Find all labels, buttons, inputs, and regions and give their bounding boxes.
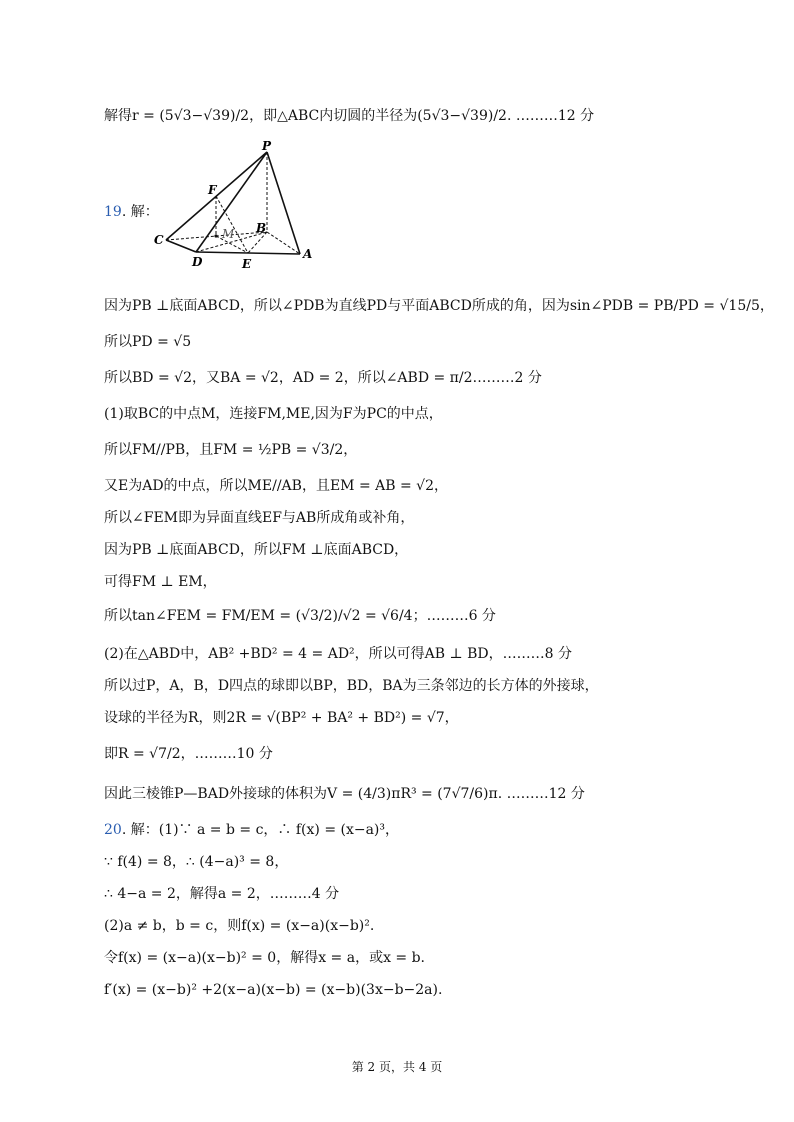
line-11: 所以tan∠FEM = FM/EM = (√3/2)/√2 = √6/4；………6 分 (104, 608, 496, 624)
label-D: D (192, 255, 203, 269)
line-2: 因为PB ⊥底面ABCD，所以∠PDB为直线PD与平面ABCD所成的角，因为sin∠PDB = PB/PD = √15/5， (104, 298, 774, 314)
label-P: P (262, 140, 272, 153)
question-20-header (104, 820, 399, 840)
line-18: ∴ 4−a = 2，解得a = 2，………4 分 (104, 886, 340, 902)
line-21: f′(x) = (x−b)² +2(x−a)(x−b) = (x−b)(3x−b−2a). (104, 982, 443, 998)
question-number-19: 19 (104, 204, 122, 220)
line-8: 所以∠FEM即为异面直线EF与AB所成角或补角， (104, 510, 415, 526)
label-B: B (256, 221, 267, 235)
line-14: 设球的半径为R，则2R = √(BP² + BA² + BD²) = √7， (104, 710, 459, 726)
page-footer: 第 2 页，共 4 页 (351, 1060, 443, 1074)
line-3: 所以PD = √5 (104, 334, 192, 350)
line-1: 解得r = (5√3−√39)/2，即△ABC内切圆的半径为(5√3−√39)/2. ………12 分 (104, 108, 595, 124)
label-E: E (242, 257, 252, 270)
line-20: 令f(x) = (x−a)(x−b)² = 0，解得x = a，或x = b. (104, 950, 426, 966)
question-20-part-1: . 解：(1)∵ a = b = c，∴ f(x) = (x−a)³， (121, 822, 400, 838)
label-M: M (222, 227, 235, 241)
line-19: (2)a ≠ b，b = c，则f(x) = (x−a)(x−b)². (104, 918, 375, 934)
line-9: 因为PB ⊥底面ABCD，所以FM ⊥底面ABCD， (104, 542, 409, 558)
solution-label: . 解： (121, 204, 159, 220)
line-4: 所以BD = √2，又BA = √2，AD = 2，所以∠ABD = π/2………2 分 (104, 370, 542, 386)
label-F: F (208, 183, 217, 197)
label-C: C (154, 233, 164, 247)
label-A: A (303, 247, 313, 261)
question-number-20: 20 (104, 822, 122, 838)
line-17: ∵ f(4) = 8，∴ (4−a)³ = 8， (104, 854, 289, 870)
line-6: 所以FM//PB，且FM = ½PB = √3/2， (104, 442, 358, 458)
line-12: (2)在△ABD中，AB² +BD² = 4 = AD²，所以可得AB ⊥ BD，………8 分 (104, 646, 572, 662)
line-10: 可得FM ⊥ EM， (104, 574, 217, 590)
question-19-header (104, 202, 159, 222)
line-5: (1)取BC的中点M，连接FM,ME,因为F为PC的中点， (104, 406, 443, 422)
pyramid-figure (152, 140, 322, 270)
line-13: 所以过P，A，B，D四点的球即以BP，BD，BA为三条邻边的长方体的外接球， (104, 678, 599, 694)
line-7: 又E为AD的中点，所以ME//AB，且EM = AB = √2， (104, 478, 448, 494)
line-16: 因此三棱锥P—BAD外接球的体积为V = (4/3)πR³ = (7√7/6)π. ………12 分 (104, 786, 585, 802)
line-15: 即R = √7/2，………10 分 (104, 746, 273, 762)
